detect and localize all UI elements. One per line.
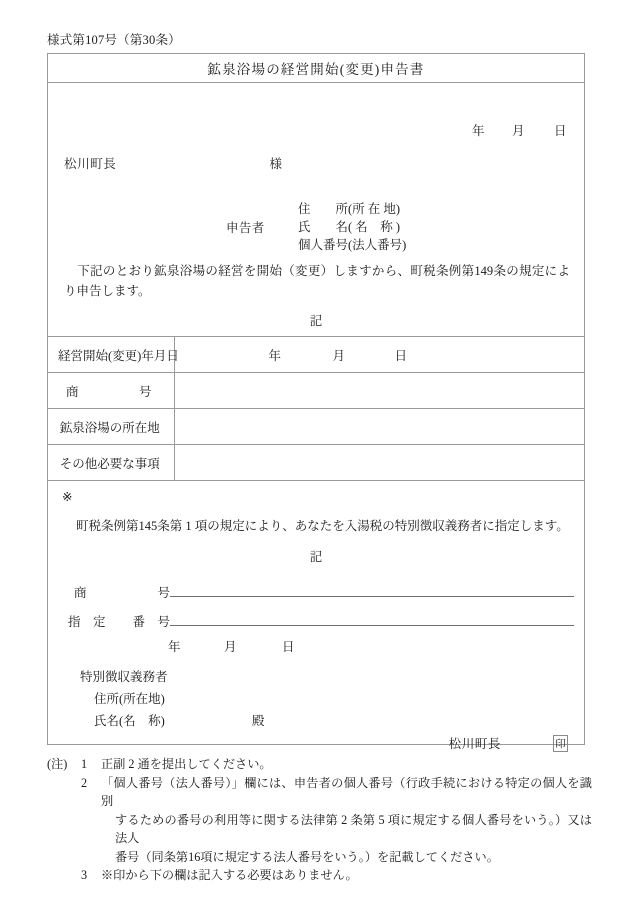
row-label-text: 経営開始(変更)年月日	[58, 348, 179, 363]
date-year-label: 年	[472, 124, 485, 138]
form-frame	[47, 53, 585, 751]
table-row	[48, 337, 584, 373]
date-month-label: 月	[512, 124, 525, 138]
title-band	[48, 54, 584, 83]
row-label-other-matters	[48, 445, 174, 481]
designation-date-day: 日	[282, 640, 295, 654]
field-designation-number-rule[interactable]	[170, 612, 574, 626]
date-day-label: 日	[554, 124, 567, 138]
page-title: 鉱泉浴場の経営開始(変更)申告書	[207, 62, 425, 77]
collector-honorific: 殿	[252, 713, 265, 728]
note-number: 2	[81, 775, 88, 790]
collector-name-row	[62, 711, 265, 733]
note-item	[47, 774, 592, 867]
row-value-trade-name[interactable]	[174, 373, 584, 409]
declarant-address-label: 住 所(所 在 地)	[298, 202, 401, 216]
designation-date-month: 月	[224, 640, 237, 654]
designation-date	[168, 637, 298, 655]
note-item	[47, 866, 592, 885]
collector-name-label: 氏名(名 称)	[94, 713, 165, 728]
recipient-honorific: 様	[269, 157, 283, 171]
statement-text: 下記のとおり鉱泉浴場の経営を開始（変更）しますから、町税条例第149条の規定により申告します。	[64, 264, 570, 299]
declarant-name-label: 氏 名( 名 称 )	[298, 220, 401, 235]
row-value-start-date[interactable]	[174, 337, 584, 373]
row-label-text: その他必要な事項	[59, 456, 160, 471]
collector-title: 特別徴収義務者	[80, 670, 168, 684]
table-date-month: 月	[332, 348, 346, 363]
table-row	[48, 373, 584, 409]
row-value-other-matters[interactable]	[174, 445, 584, 481]
table-row	[48, 445, 584, 481]
recipient-name: 松川町長	[64, 157, 117, 171]
note-number: 1	[81, 757, 88, 771]
note-text	[101, 774, 592, 867]
row-value-bath-location[interactable]	[174, 409, 584, 445]
row-label-text-left: 商	[66, 384, 79, 399]
field-label-right: 番 号	[132, 615, 170, 629]
row-label-text: 鉱泉浴場の所在地	[59, 420, 160, 435]
upper-section	[48, 83, 584, 336]
field-label-left: 指 定	[68, 615, 106, 629]
seal-stamp-icon: 印	[553, 735, 568, 752]
ki-mark-upper: 記	[309, 314, 323, 328]
table-date-day: 日	[394, 348, 408, 363]
designation-date-year: 年	[168, 640, 181, 654]
submission-date	[472, 121, 568, 139]
table-date-cells	[185, 346, 575, 364]
note-line-3: 番号（同条第16項に規定する法人番号をいう。）を記載してください。	[115, 849, 499, 864]
details-table	[48, 336, 584, 481]
row-label-text-right: 号	[138, 384, 152, 399]
row-label-trade-name	[48, 373, 174, 409]
mayor-signature-block	[449, 734, 568, 752]
note-text: ※印から下の欄は記入する必要はありません。	[101, 868, 358, 883]
official-use-section	[48, 481, 584, 761]
field-trade-name	[62, 583, 574, 601]
field-trade-name-label	[62, 583, 170, 601]
designation-text: 町税条例第145条第 1 項の規定により、あなたを入湯税の特別徴収義務者に指定します。	[76, 519, 569, 533]
mayor-name: 松川町長	[448, 737, 501, 751]
form-number: 様式第107号（第30条）	[47, 33, 181, 47]
recipient-line	[64, 154, 282, 172]
row-label-spread	[58, 382, 166, 400]
field-designation-number	[62, 612, 574, 630]
declarant-block	[226, 200, 406, 254]
declarant-mynumber-label: 個人番号(法人番号)	[298, 238, 407, 253]
field-label-left: 商	[74, 586, 87, 600]
statement-paragraph	[64, 261, 570, 302]
note-number: 3	[81, 868, 88, 883]
collector-address-label: 住所(所在地)	[94, 691, 165, 706]
notes-section	[47, 755, 592, 885]
note-text: 正副 2 通を提出してください。	[101, 757, 272, 771]
collector-block	[62, 667, 265, 733]
note-line-1: 「個人番号（法人番号）」欄には、申告者の個人番号（行政手続における特定の個人を識別	[101, 775, 592, 809]
table-date-year: 年	[268, 348, 282, 363]
note-line-2: するための番号の利用等に関する法律第 2 条第 5 項に規定する個人番号をいう。）又は法人	[115, 812, 592, 846]
declarant-label: 申告者	[226, 221, 265, 236]
field-designation-number-label	[62, 612, 170, 630]
note-item	[47, 755, 592, 774]
row-label-bath-location	[48, 409, 174, 445]
field-trade-name-rule[interactable]	[170, 583, 574, 597]
notes-head: (注)	[47, 757, 68, 771]
row-label-start-date	[48, 337, 179, 373]
declarant-fields	[298, 200, 406, 254]
table-row	[48, 409, 584, 445]
asterisk-mark: ※	[62, 490, 73, 504]
field-label-right: 号	[157, 586, 170, 600]
ki-mark-lower: 記	[309, 550, 323, 564]
